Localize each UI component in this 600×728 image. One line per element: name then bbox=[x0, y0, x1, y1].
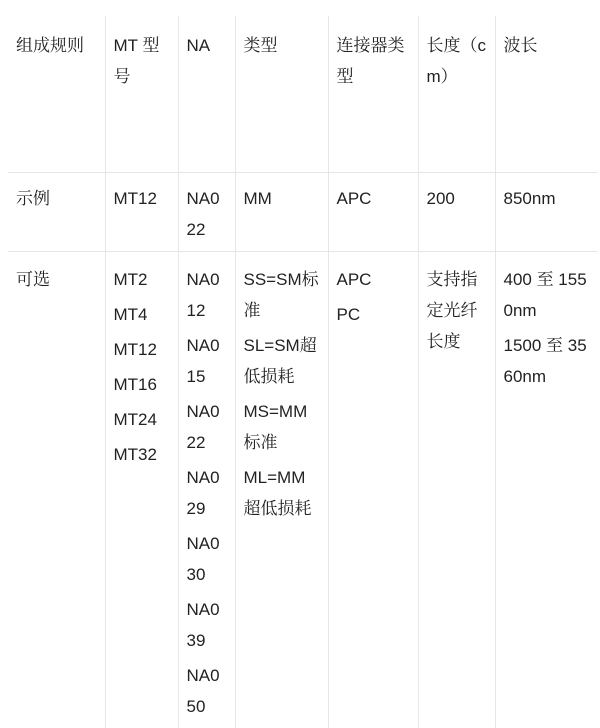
options-mt-models bbox=[105, 252, 178, 728]
example-na: NA022 bbox=[178, 173, 235, 252]
example-label: 示例 bbox=[8, 173, 105, 252]
options-length: 支持指定光纤长度 bbox=[418, 252, 495, 728]
mt-model-option: MT12 bbox=[114, 334, 172, 365]
header-cell-type: 类型 bbox=[235, 16, 328, 173]
na-option: NA030 bbox=[187, 528, 229, 590]
mt-model-option: MT24 bbox=[114, 404, 172, 435]
options-label: 可选 bbox=[8, 252, 105, 728]
na-option: NA022 bbox=[187, 396, 229, 458]
type-option: SL=SM超低损耗 bbox=[244, 330, 322, 392]
mt-model-option: MT16 bbox=[114, 369, 172, 400]
mt-model-option: MT4 bbox=[114, 299, 172, 330]
options-connectors bbox=[328, 252, 418, 728]
example-type: MM bbox=[235, 173, 328, 252]
header-cell-rule: 组成规则 bbox=[8, 16, 105, 173]
na-option: NA012 bbox=[187, 264, 229, 326]
options-row bbox=[8, 252, 598, 728]
header-cell-mt-model: MT 型号 bbox=[105, 16, 178, 173]
example-connector: APC bbox=[328, 173, 418, 252]
options-wavelengths bbox=[495, 252, 598, 728]
type-option: ML=MM超低损耗 bbox=[244, 462, 322, 524]
wavelength-option: 400 至 1550nm bbox=[504, 264, 593, 326]
spec-table bbox=[8, 16, 598, 728]
example-length: 200 bbox=[418, 173, 495, 252]
header-row bbox=[8, 16, 598, 173]
example-wavelength: 850nm bbox=[495, 173, 598, 252]
options-na-values bbox=[178, 252, 235, 728]
na-option: NA015 bbox=[187, 330, 229, 392]
header-cell-wavelength: 波长 bbox=[495, 16, 598, 173]
header-cell-na: NA bbox=[178, 16, 235, 173]
header-cell-length: 长度（cm） bbox=[418, 16, 495, 173]
header-cell-connector: 连接器类型 bbox=[328, 16, 418, 173]
wavelength-option: 1500 至 3560nm bbox=[504, 330, 593, 392]
connector-option: APC bbox=[337, 264, 412, 295]
example-row bbox=[8, 173, 598, 252]
example-mt-model: MT12 bbox=[105, 173, 178, 252]
connector-option: PC bbox=[337, 299, 412, 330]
type-option: MS=MM标准 bbox=[244, 396, 322, 458]
mt-model-option: MT2 bbox=[114, 264, 172, 295]
na-option: NA029 bbox=[187, 462, 229, 524]
mt-model-option: MT32 bbox=[114, 439, 172, 470]
na-option: NA050 bbox=[187, 660, 229, 722]
type-option: SS=SM标准 bbox=[244, 264, 322, 326]
options-types bbox=[235, 252, 328, 728]
na-option: NA039 bbox=[187, 594, 229, 656]
